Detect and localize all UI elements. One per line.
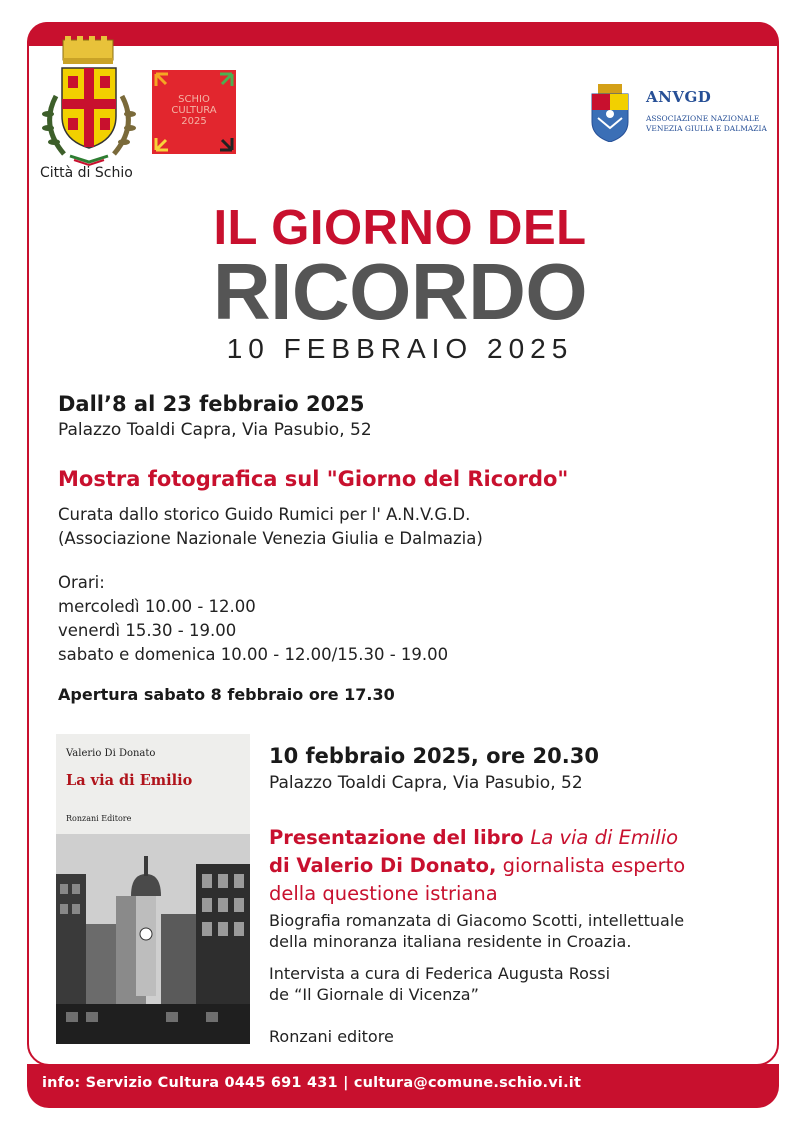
schio-cultura-line3: 2025 <box>181 116 207 127</box>
anvgd-sub-line2: VENEZIA GIULIA E DALMAZIA <box>646 124 767 133</box>
presentation-place: Palazzo Toaldi Capra, Via Pasubio, 52 <box>269 773 583 793</box>
title-line2: RICORDO <box>212 247 588 336</box>
exhibition-dates: Dall’8 al 23 febbraio 2025 <box>58 392 365 416</box>
anvgd-shield-icon <box>590 84 630 142</box>
presentation-datetime: 10 febbraio 2025, ore 20.30 <box>269 744 599 768</box>
book-cover <box>56 734 250 1044</box>
book-cover-author: Valerio Di Donato <box>66 748 156 759</box>
presentation-line2 <box>269 852 759 880</box>
city-crest-icon <box>30 36 148 186</box>
schio-cultura-line1: SCHIO <box>178 94 210 105</box>
presentation-publisher: Ronzani editore <box>269 1027 394 1046</box>
hours-item: mercoledì 10.00 - 12.00 <box>58 597 256 616</box>
exhibition-curation <box>58 503 483 551</box>
schio-cultura-logo <box>152 70 236 154</box>
presentation-line1 <box>269 824 759 852</box>
anvgd-subtitle <box>646 114 776 134</box>
hours-label: Orari: <box>58 573 105 592</box>
anvgd-sub-line1: ASSOCIAZIONE NAZIONALE <box>646 114 760 123</box>
schio-cultura-line2: CULTURA <box>171 105 217 116</box>
exhibition-hours <box>58 571 448 667</box>
anvgd-title: ANVGD <box>646 88 712 106</box>
bio-line2: della minoranza italiana residente in Croazia. <box>269 932 632 951</box>
exhibition-opening: Apertura sabato 8 febbraio ore 17.30 <box>58 685 395 704</box>
exhibition-place: Palazzo Toaldi Capra, Via Pasubio, 52 <box>58 420 372 440</box>
hours-item: venerdì 15.30 - 19.00 <box>58 621 237 640</box>
main-date: 10 FEBBRAIO 2025 <box>226 333 574 364</box>
title-line1: IL GIORNO DEL <box>213 201 587 255</box>
book-cover-photo <box>56 834 250 1044</box>
hours-item: sabato e domenica 10.00 - 12.00/15.30 - 19.00 <box>58 645 449 664</box>
interview-line2: de “Il Giornale di Vicenza” <box>269 985 479 1004</box>
book-cover-title: La via di Emilio <box>66 772 193 789</box>
city-name: Città di Schio <box>40 165 133 181</box>
presentation-bio <box>269 910 684 952</box>
presentation-author-desc: giornalista esperto <box>496 854 686 877</box>
presentation-author: di Valerio Di Donato, <box>269 854 497 877</box>
presentation-lead: Presentazione del libro <box>269 826 531 849</box>
bio-line1: Biografia romanzata di Giacomo Scotti, intellettuale <box>269 911 685 930</box>
book-cover-publisher: Ronzani Editore <box>66 814 132 823</box>
exhibition-title: Mostra fotografica sul "Giorno del Ricordo" <box>58 467 569 491</box>
presentation-author-desc2: della questione istriana <box>269 882 498 905</box>
presentation-description <box>269 824 759 908</box>
footer-info: info: Servizio Cultura 0445 691 431 | cultura@comune.schio.vi.it <box>42 1075 582 1091</box>
presentation-interview <box>269 963 610 1005</box>
schio-cultura-text <box>152 94 236 127</box>
curation-line2: (Associazione Nazionale Venezia Giulia e Dalmazia) <box>58 529 483 548</box>
interview-line1: Intervista a cura di Federica Augusta Rossi <box>269 964 611 983</box>
curation-line1: Curata dallo storico Guido Rumici per l' A.N.V.G.D. <box>58 505 471 524</box>
presentation-book-title: La via di Emilio <box>530 826 679 849</box>
